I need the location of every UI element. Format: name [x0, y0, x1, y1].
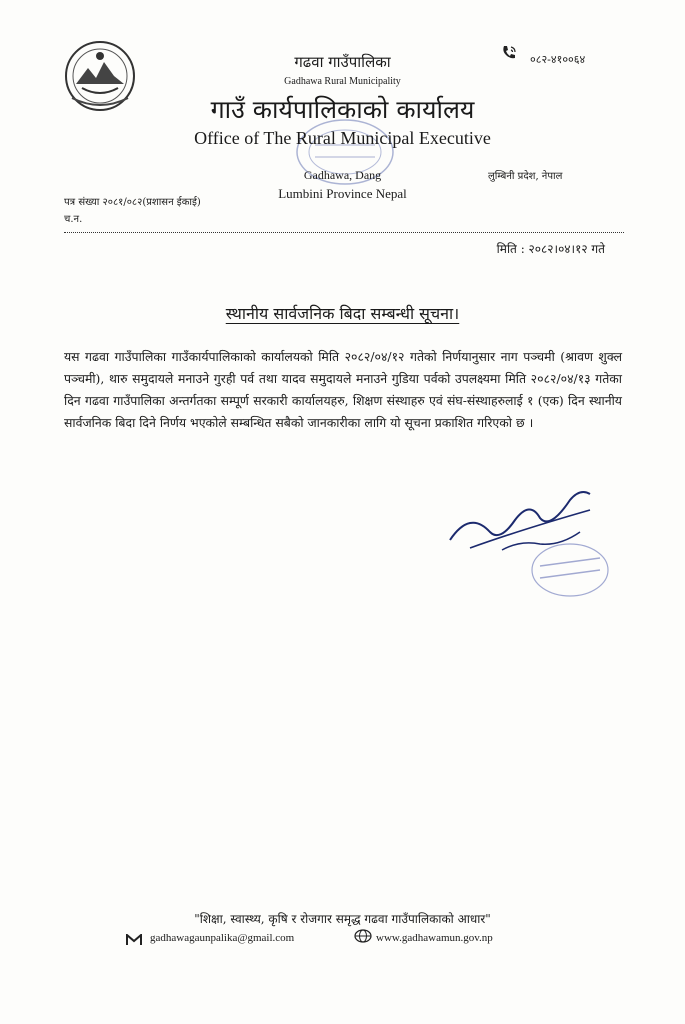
footer-email[interactable]: gadhawagaunpalika@gmail.com [150, 932, 295, 944]
notice-title-text: स्थानीय सार्वजनिक बिदा सम्बन्धी सूचना। [225, 304, 460, 323]
phone-number: ०८२-४१००६४ [530, 53, 586, 66]
reference-number: पत्र संख्या २०८१/०८२(प्रशासन ईकाई) [64, 197, 201, 208]
email-icon [126, 934, 142, 946]
office-name-np: गाउँ कार्यपालिकाको कार्यालय [210, 95, 475, 124]
notice-body: यस गढवा गाउँपालिका गाउँकार्यपालिकाको कार्यालयको मिति २०८२/०४/१२ गतेको निर्णयानुसार नाग पञ्चमी (श्रावण शुक्ल पञ्चमी), थारु समुदायले मनाउने गुरही पर्व तथा यादव समुदायले मनाउने गुडिया पर्वको उपलक्ष्यमा मिति २०८२/०४/१३ गतेका दिन गढवा गाउँपालिका अन्तर्गतका सम्पूर्ण सरकारी कार्यालयहरु, शिक्षण संस्थाहरु एवं संघ-संस्थाहरुलाई १ (एक) दिन स्थानीय सार्वजनिक बिदा दिने निर्णय भएकोले सम्बन्धित सबैको जानकारीका लागि यो सूचना प्रकाशित गरिएको छ । [64, 349, 622, 430]
address-line1: Gadhawa, Dang [303, 168, 382, 182]
header-divider [64, 232, 624, 233]
municipality-name-np: गढवा गाउँपालिका [294, 53, 391, 71]
province-np: लुम्बिनी प्रदेश, नेपाल [488, 171, 563, 182]
address-line2: Lumbini Province Nepal [278, 186, 407, 201]
footer-website[interactable]: www.gadhawamun.gov.np [376, 932, 493, 944]
municipality-name-en: Gadhawa Rural Municipality [284, 76, 401, 87]
footer-slogan: "शिक्षा, स्वास्थ्य, कृषि र रोजगार समृद्ध गढवा गाउँपालिकाको आधार" [194, 912, 491, 926]
notice-title [0, 302, 685, 324]
office-name-en: Office of The Rural Municipal Executive [194, 128, 491, 148]
signature [440, 470, 630, 610]
phone-icon [500, 44, 518, 62]
letter-date: मिति : २०८२।०४।१२ गते [496, 242, 605, 256]
globe-icon [354, 929, 372, 943]
dispatch-number: च.न. [64, 214, 83, 225]
